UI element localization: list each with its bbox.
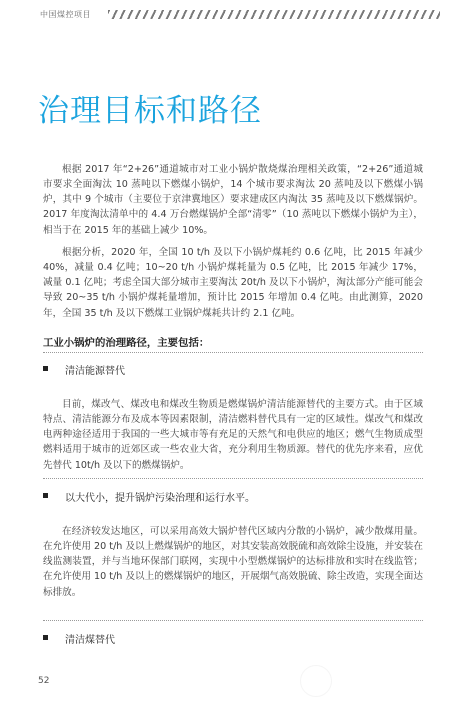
watermark-decoration	[300, 665, 332, 697]
page-title: 治理目标和路径	[38, 92, 262, 129]
paragraph-policy: 根据 2017 年“2+26”通道城市对工业小锅炉散烧煤治理相关政策，“2+26”通道城市要求全面淘汰 10 蒸吨以下燃煤小锅炉，14 个城市要求淘汰 20 蒸吨及以下燃煤小锅炉，其中 9 个城市（主要位于京津冀地区）要求建成区内淘汰 35 蒸吨及以下燃煤锅炉。2017 年度淘汰清单中的 4.4 万台燃煤锅炉全部“清零”（10 蒸吨以下燃煤小锅炉为主），相当于在 2015 年的基础上减少 10%。	[43, 163, 423, 236]
bullet-square-icon	[43, 635, 48, 640]
section-subheading: 工业小锅炉的治理路径，主要包括：	[43, 337, 210, 349]
paragraph-large-replace-small: 在经济较发达地区，可以采用高效大锅炉替代区域内分散的小锅炉，减少散煤用量。在允许使用 20 t/h 及以上燃煤锅炉的地区，对其安装高效脱硫和高效除尘设施，并安装在线监测装置，并与当地环保部门联网，实现中小型燃煤锅炉的达标排放和实时在线监管；在允许使用 10 t/h 及以上的燃煤锅炉的地区，开展烟气高效脱硫、除尘改造，实现全面达标排放。	[43, 525, 423, 598]
divider	[43, 620, 423, 621]
bullet-label: 清洁煤替代	[65, 635, 115, 646]
bullet-label: 以大代小，提升锅炉污染治理和运行水平。	[65, 493, 255, 504]
bullet-square-icon	[43, 366, 48, 371]
divider	[43, 478, 423, 479]
bullet-square-icon	[43, 493, 48, 498]
page-number: 52	[38, 676, 50, 686]
paragraph-clean-energy: 目前，煤改气、煤改电和煤改生物质是燃煤锅炉清洁能源替代的主要方式。由于区域特点、清洁能源分布及成本等因素限制，清洁燃料替代具有一定的区域性。煤改气和煤改电两种途径适用于我国的一些大城市等有充足的天然气和电供应的地区；燃气生物质成型燃料适用于城市的近郊区或一些农业大省，充分利用生物质源。替代的优先序来看，应优先替代 10t/h 及以下的燃煤锅炉。	[43, 398, 423, 471]
divider	[43, 352, 423, 353]
page-header	[0, 0, 465, 28]
header-title: 中国煤控项目	[40, 10, 91, 19]
bullet-label: 清洁能源替代	[65, 366, 125, 377]
header-hatch-decoration	[108, 10, 440, 19]
paragraph-analysis: 根据分析，2020 年，全国 10 t/h 及以下小锅炉煤耗约 0.6 亿吨，比 2015 年减少 40%，减量 0.4 亿吨；10~20 t/h 小锅炉煤耗量为 0.5 亿吨，比 2015 年减少 17%，减量 0.1 亿吨；考虑全国大部分城市主要淘汰 20t/h 及以下小锅炉，淘汰部分产能可能会导致 20~35 t/h 小锅炉煤耗量增加，预计比 2015 年增加 0.4 亿吨。由此测算，2020 年，全国 35 t/h 及以下燃煤工业锅炉煤耗共计约 2.1 亿吨。	[43, 246, 423, 319]
